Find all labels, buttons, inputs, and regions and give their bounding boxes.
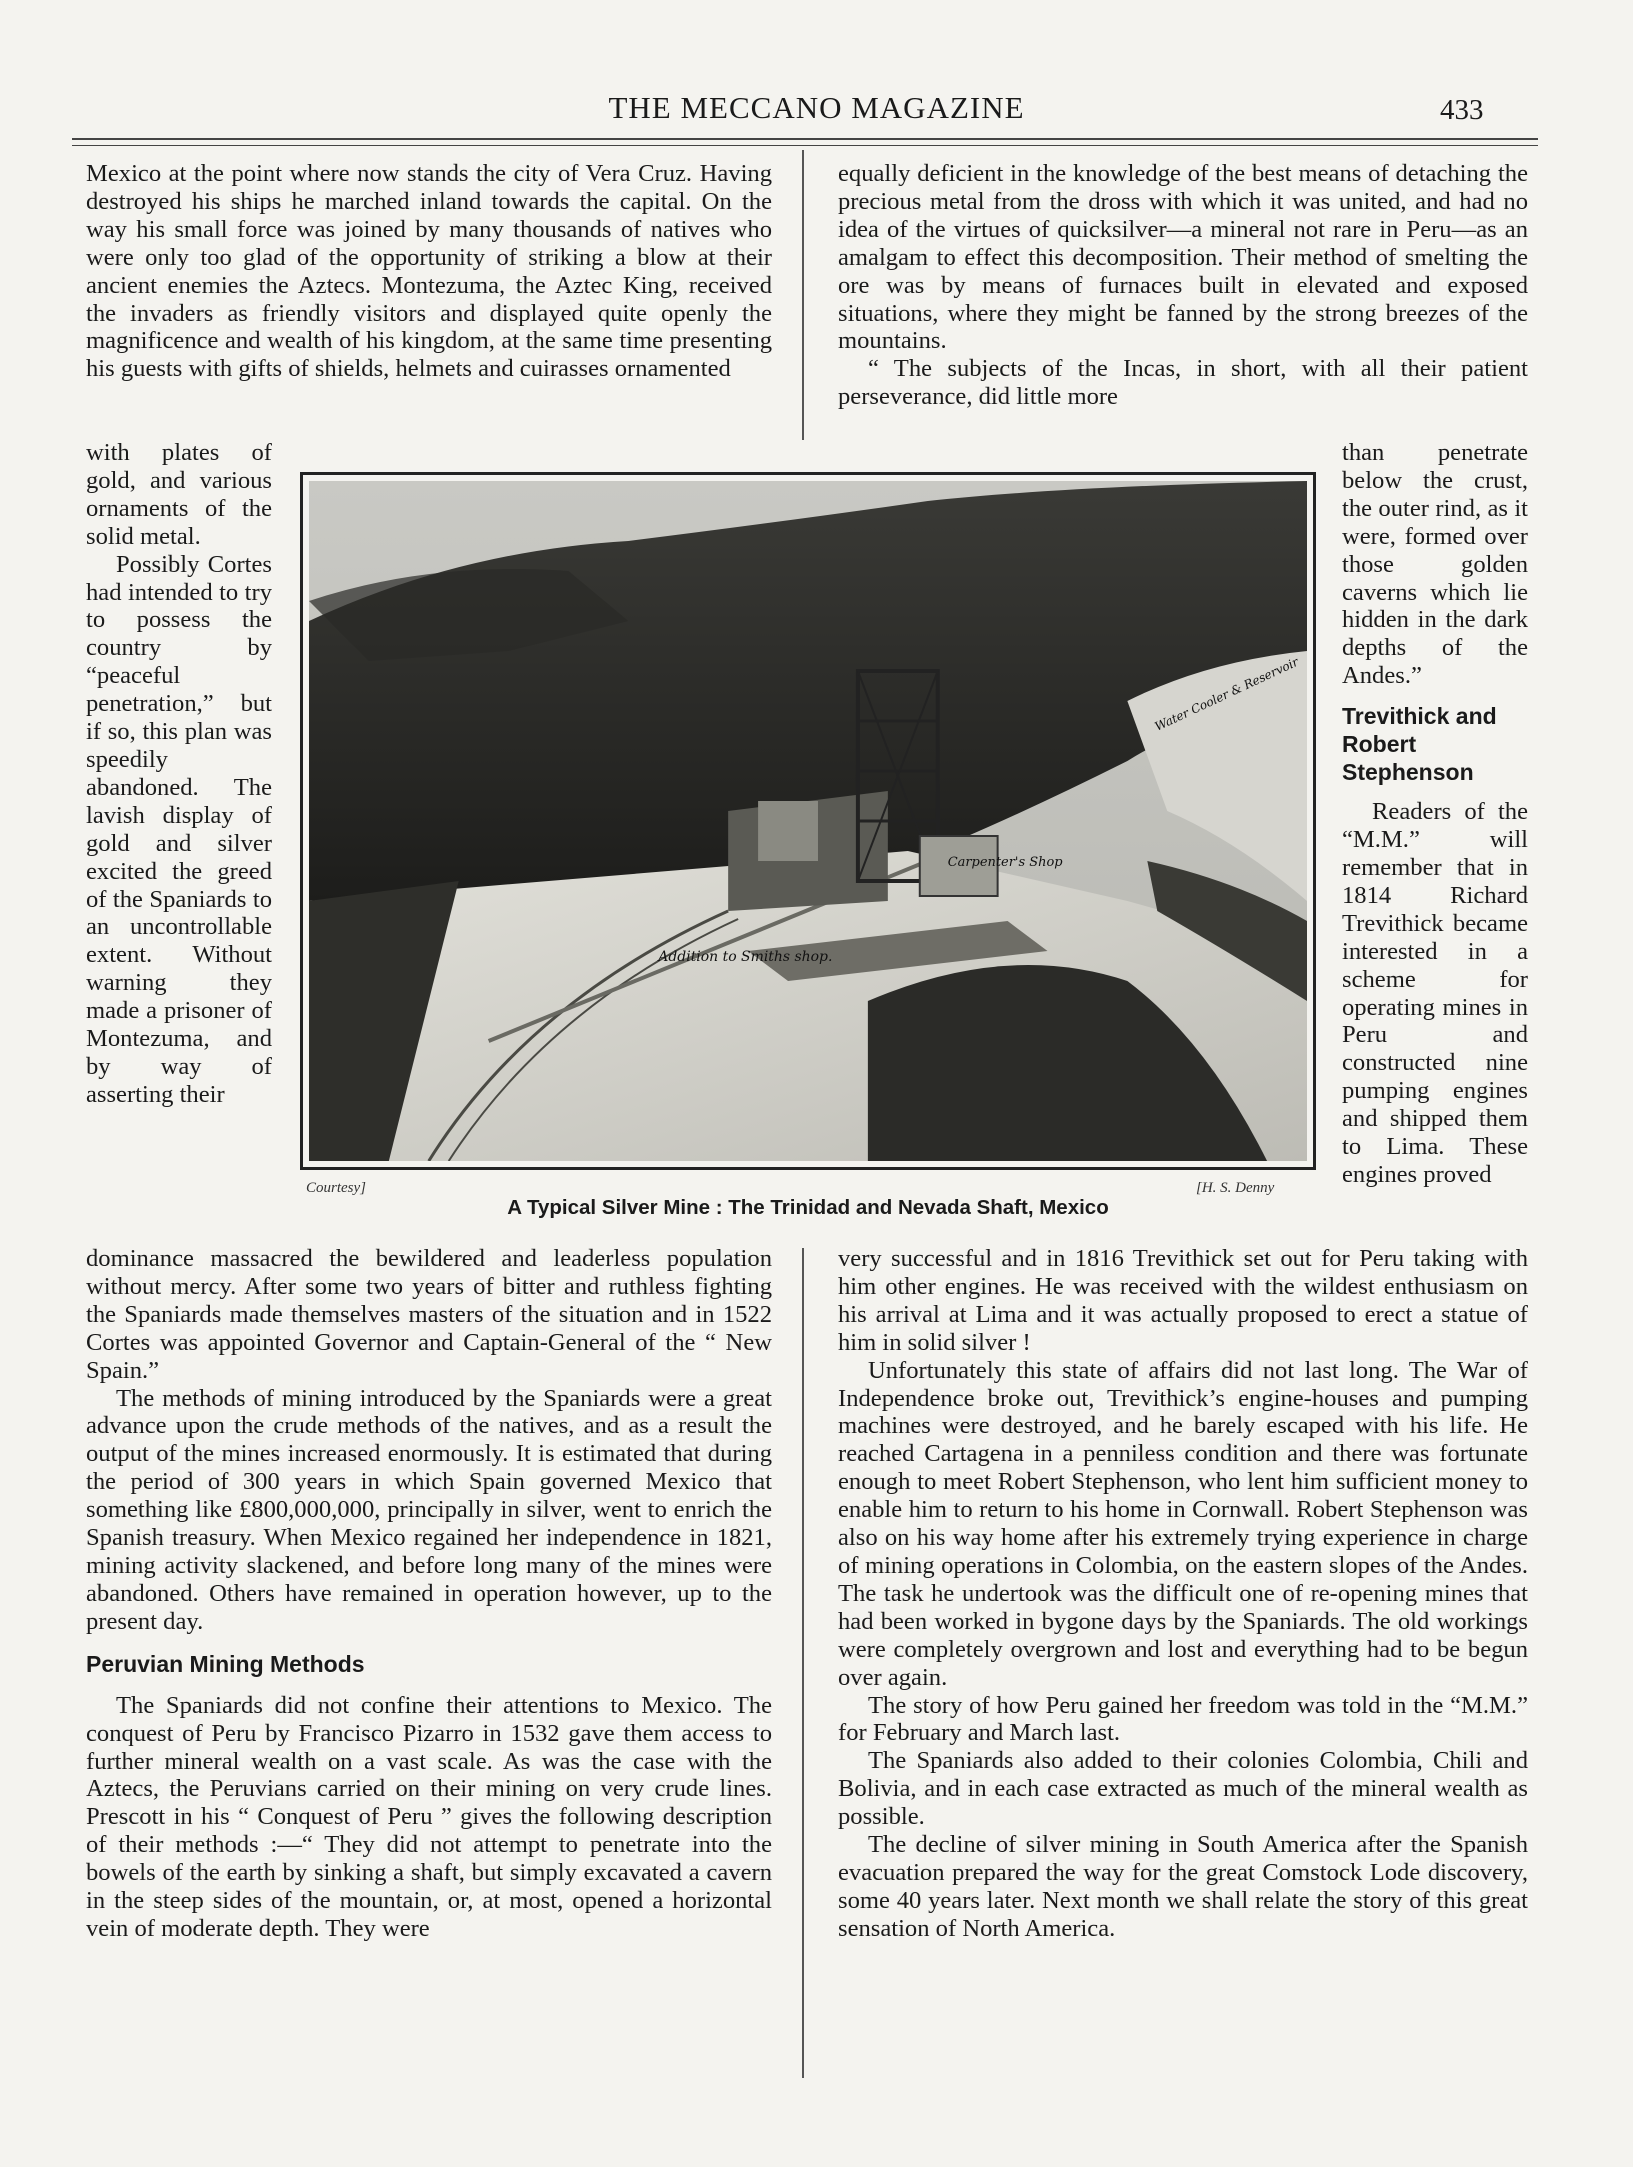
paragraph: The decline of silver mining in South America after the Spanish evacuation prepared the way for the great Comstock Lode discovery, some 40 years later. Next month we shall relate the story of this great sensation of North America. bbox=[838, 1831, 1528, 1942]
left-narrow-column bbox=[86, 439, 272, 1109]
paragraph: very successful and in 1816 Trevithick set out for Peru taking with him other engines. He was received with the wildest enthusiasm on his arrival at Lima and it was actually proposed to erect a statue of him in solid silver ! bbox=[838, 1245, 1528, 1356]
left-column-top bbox=[86, 160, 772, 383]
header-rule bbox=[72, 138, 1538, 140]
paragraph: Unfortunately this state of affairs did not last long. The War of Independence broke out, Trevithick’s engine-houses and pumping machines were destroyed, and he barely escaped with his life. He reached Cartagena in a penniless condition and there was fortunate enough to meet Robert Stephenson, who lent him sufficient money to enable him to return to his home in Cornwall. Robert Stephenson was also on his way home after his extremely trying experience in charge of mining operations in Colombia, on the eastern slopes of the Andes. The task he undertook was the difficult one of re-opening mines that had been worked in bygone days by the Spaniards. The old workings were completely overgrown and lost and everything had to be begun over again. bbox=[838, 1356, 1528, 1691]
column-divider bbox=[802, 150, 804, 440]
section-heading: Peruvian Mining Methods bbox=[86, 1650, 365, 1677]
paragraph: with plates of gold, and various ornaments of the solid metal. bbox=[86, 439, 272, 550]
paragraph: The Spaniards also added to their colonies Colombia, Chili and Bolivia, and in each case extracted as much of the mineral wealth as possible. bbox=[838, 1747, 1528, 1831]
page-number: 433 bbox=[1440, 94, 1484, 126]
section-heading: Trevithick and Robert Stephenson bbox=[1342, 703, 1497, 786]
water-reservoir-label: Water Cooler & Reservoir bbox=[1152, 654, 1301, 734]
paragraph: dominance massacred the bewildered and leaderless population without mercy. After some two years of bitter and ruthless fighting the Spaniards made themselves masters of the situation and in 1522 Cortes was appointed Governor and Captain-General of the “ New Spain.” bbox=[86, 1245, 772, 1384]
paragraph: than penetrate below the crust, the outer rind, as it were, formed over those golden caverns which lie hidden in the dark depths of the Andes.” bbox=[1342, 439, 1528, 690]
paragraph: Mexico at the point where now stands the city of Vera Cruz. Having destroyed his ships he marched inland towards the capital. On the way his small force was joined by many thousands of natives who were only too glad of the opportunity of striking a blow at their ancient enemies the Aztecs. Montezuma, the Aztec King, received the invaders as friendly visitors and displayed quite openly the magnificence and wealth of his kingdom, at the same time presenting his guests with gifts of shields, helmets and cuirasses ornamented bbox=[86, 160, 772, 383]
paragraph: The story of how Peru gained her freedom was told in the “M.M.” for February and March last. bbox=[838, 1691, 1528, 1747]
mine-photograph bbox=[300, 472, 1316, 1170]
header-rule-thin bbox=[72, 145, 1538, 146]
paragraph: equally deficient in the knowledge of the best means of detaching the precious metal from the dross with which it was united, and had no idea of the virtues of quicksilver—a mineral not rare in Peru—as an amalgam to effect this decomposition. Their method of smelting the ore was by means of furnaces built in elevated and exposed situations, where they might be fanned by the strong breezes of the mountains. bbox=[838, 160, 1528, 355]
magazine-title: THE MECCANO MAGAZINE bbox=[608, 90, 1025, 125]
paragraph: Possibly Cortes had intended to try to possess the country by “peaceful penetration,” but if so, this plan was speedily abandoned. The lavish display of gold and silver excited the greed of the Spaniards to an uncontrollable extent. Without warning they made a prisoner of Montezuma, and by way of asserting their bbox=[86, 550, 272, 1108]
right-column-bottom bbox=[838, 1245, 1528, 1943]
paragraph: Readers of the “M.M.” will remember that in 1814 Richard Trevithick became interested in a scheme for operating mines in Peru and constructed nine pumping engines and shipped them to Lima. These engines proved bbox=[1342, 798, 1528, 1188]
paragraph: The methods of mining introduced by the Spaniards were a great advance upon the crude methods of the natives, and as a result the output of the mines increased enormously. It is estimated that during the period of 300 years in which Spain governed Mexico that something like £800,000,000, principally in silver, went to enrich the Spanish treasury. When Mexico regained her independence in 1821, mining activity slackened, and before long many of the mines were abandoned. Others have remained in operation however, up to the present day. bbox=[86, 1384, 772, 1635]
smiths-shop-label: Addition to Smiths shop. bbox=[658, 948, 833, 966]
paragraph: The Spaniards did not confine their attentions to Mexico. The conquest of Peru by Francisco Pizarro in 1532 gave them access to further mineral wealth on a vast scale. As was the case with the Aztecs, the Peruvians carried on their mining on very crude lines. Prescott in his “ Conquest of Peru ” gives the following description of their methods :—“ They did not attempt to penetrate into the bowels of the earth by sinking a shaft, but simply excavated a cavern in the steep sides of the mountain, or, at most, opened a horizontal vein of moderate depth. They were bbox=[86, 1691, 772, 1942]
photo-credit-courtesy: Courtesy] bbox=[306, 1180, 366, 1196]
carpenters-shop-label: Carpenter's Shop bbox=[947, 854, 1063, 871]
right-narrow-column bbox=[1342, 439, 1528, 1189]
photo-caption: A Typical Silver Mine : The Trinidad and Nevada Shaft, Mexico bbox=[507, 1196, 1109, 1219]
photo-credit-photographer: [H. S. Denny bbox=[1196, 1180, 1275, 1196]
mine-photo-illustration bbox=[309, 481, 1307, 1161]
paragraph: “ The subjects of the Incas, in short, with all their patient perseverance, did little more bbox=[838, 355, 1528, 411]
right-column-top bbox=[838, 160, 1528, 411]
left-column-bottom bbox=[86, 1245, 772, 1943]
column-divider bbox=[802, 1248, 804, 2078]
